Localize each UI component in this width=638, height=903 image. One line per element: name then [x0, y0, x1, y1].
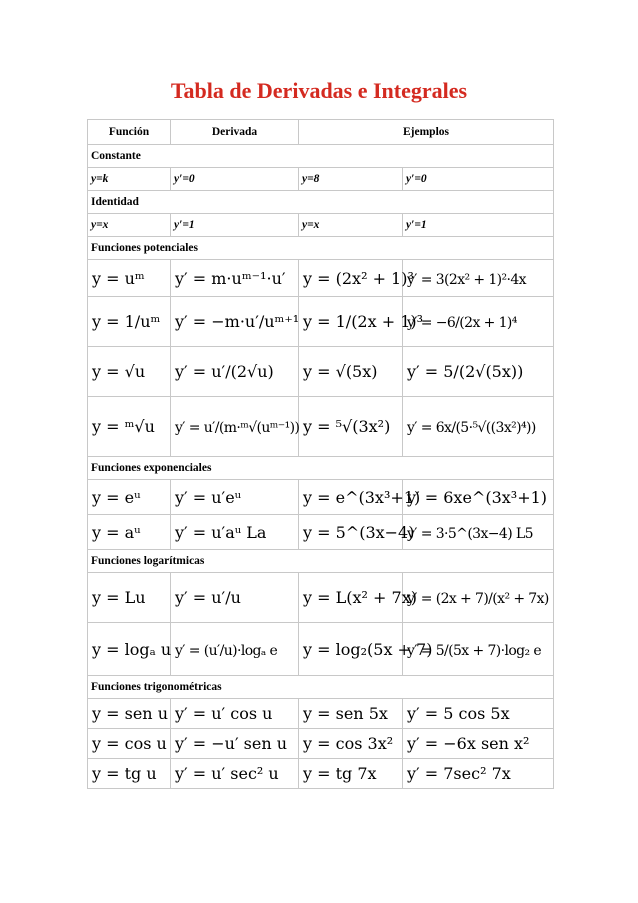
derivative-cell: y′ = u′/(m·ᵐ√(uᵐ⁻¹)) [171, 397, 299, 457]
table-row [88, 297, 554, 347]
derivative-cell: y′ = u′/(2√u) [171, 347, 299, 397]
section-row [88, 237, 554, 260]
example-derivative-cell: y′ = 3·5^(3x−4) L5 [403, 515, 554, 550]
function-cell: y = ᵐ√u [88, 397, 171, 457]
table-body [88, 145, 554, 789]
example-function-cell: y = log₂(5x + 7) [299, 623, 403, 676]
function-cell: y = logₐ u [88, 623, 171, 676]
function-cell: y=k [88, 168, 171, 191]
example-derivative-cell: y′ = 3(2x² + 1)²·4x [403, 260, 554, 297]
example-function-cell: y = tg 7x [299, 759, 403, 789]
section-title: Funciones logarítmicas [88, 550, 554, 573]
example-function-cell: y = L(x² + 7x) [299, 573, 403, 623]
function-cell: y = cos u [88, 729, 171, 759]
example-derivative-cell: y′=0 [403, 168, 554, 191]
function-cell: y = sen u [88, 699, 171, 729]
section-row [88, 191, 554, 214]
derivative-cell: y′ = u′ cos u [171, 699, 299, 729]
section-title: Identidad [88, 191, 554, 214]
derivative-cell: y′ = −u′ sen u [171, 729, 299, 759]
function-cell: y = Lu [88, 573, 171, 623]
derivatives-table [87, 119, 554, 789]
function-cell: y = 1/uᵐ [88, 297, 171, 347]
example-derivative-cell: y′ = (2x + 7)/(x² + 7x) [403, 573, 554, 623]
example-derivative-cell: y′ = 6xe^(3x³+1) [403, 480, 554, 515]
table-row [88, 397, 554, 457]
header-ejemplos: Ejemplos [299, 120, 554, 145]
example-derivative-cell: y′ = 7sec² 7x [403, 759, 554, 789]
function-cell: y = √u [88, 347, 171, 397]
derivative-cell: y′ = u′eᵘ [171, 480, 299, 515]
header-derivada: Derivada [171, 120, 299, 145]
header-funcion: Función [88, 120, 171, 145]
example-derivative-cell: y′ = 6x/(5·⁵√((3x²)⁴)) [403, 397, 554, 457]
section-title: Funciones trigonométricas [88, 676, 554, 699]
function-cell: y = eᵘ [88, 480, 171, 515]
section-row [88, 676, 554, 699]
section-row [88, 145, 554, 168]
section-row [88, 457, 554, 480]
derivative-cell: y′ = u′aᵘ La [171, 515, 299, 550]
table-row [88, 699, 554, 729]
example-function-cell: y = sen 5x [299, 699, 403, 729]
table-row [88, 168, 554, 191]
example-function-cell: y = (2x² + 1)³ [299, 260, 403, 297]
example-derivative-cell: y′ = −6/(2x + 1)⁴ [403, 297, 554, 347]
example-function-cell: y = 1/(2x + 1)³ [299, 297, 403, 347]
derivative-cell: y′ = u′ sec² u [171, 759, 299, 789]
table-row [88, 759, 554, 789]
example-function-cell: y=x [299, 214, 403, 237]
table-row [88, 623, 554, 676]
table-row [88, 480, 554, 515]
function-cell: y = uᵐ [88, 260, 171, 297]
section-row [88, 550, 554, 573]
section-title: Funciones exponenciales [88, 457, 554, 480]
derivative-cell: y′ = −m·u′/uᵐ⁺¹ [171, 297, 299, 347]
example-derivative-cell: y′ = −6x sen x² [403, 729, 554, 759]
table-row [88, 260, 554, 297]
page-title: Tabla de Derivadas e Integrales [170, 78, 468, 103]
example-function-cell: y = √(5x) [299, 347, 403, 397]
example-derivative-cell: y′ = 5/(2√(5x)) [403, 347, 554, 397]
section-title: Constante [88, 145, 554, 168]
example-function-cell: y=8 [299, 168, 403, 191]
derivative-cell: y′ = m·uᵐ⁻¹·u′ [171, 260, 299, 297]
table-row [88, 347, 554, 397]
function-cell: y=x [88, 214, 171, 237]
derivative-cell: y′=0 [171, 168, 299, 191]
example-derivative-cell: y′ = 5 cos 5x [403, 699, 554, 729]
example-derivative-cell: y′=1 [403, 214, 554, 237]
example-function-cell: y = ⁵√(3x²) [299, 397, 403, 457]
example-function-cell: y = cos 3x² [299, 729, 403, 759]
section-title: Funciones potenciales [88, 237, 554, 260]
derivative-cell: y′=1 [171, 214, 299, 237]
table-row [88, 729, 554, 759]
example-derivative-cell: y′ = 5/(5x + 7)·log₂ e [403, 623, 554, 676]
example-function-cell: y = e^(3x³+1) [299, 480, 403, 515]
example-function-cell: y = 5^(3x−4) [299, 515, 403, 550]
function-cell: y = aᵘ [88, 515, 171, 550]
function-cell: y = tg u [88, 759, 171, 789]
derivative-cell: y′ = u′/u [171, 573, 299, 623]
table-row [88, 214, 554, 237]
table-row [88, 515, 554, 550]
table-row [88, 573, 554, 623]
header-row [88, 120, 554, 145]
derivative-cell: y′ = (u′/u)·logₐ e [171, 623, 299, 676]
